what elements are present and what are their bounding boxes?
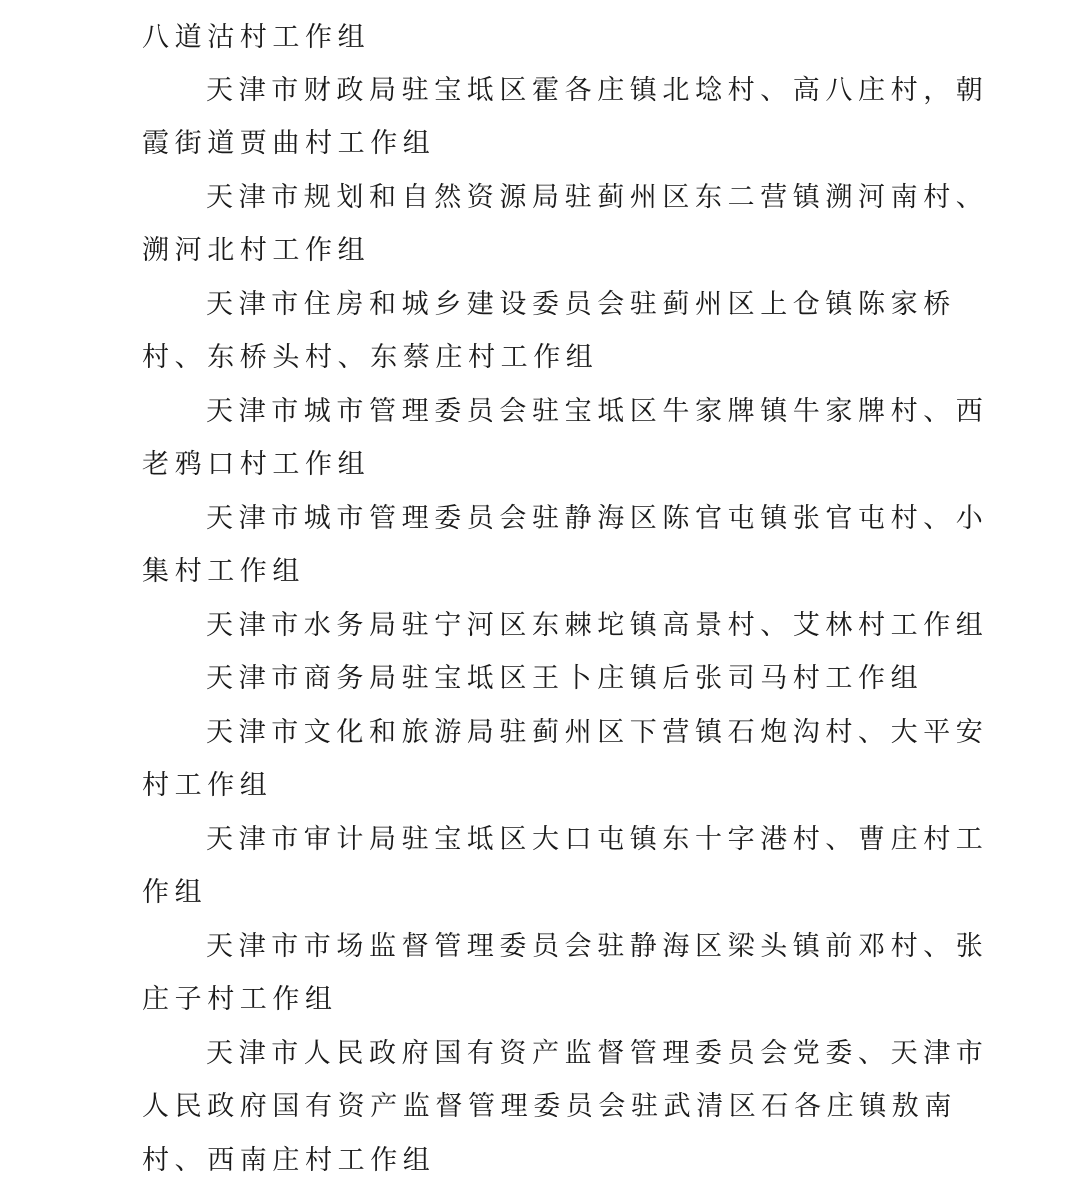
text-line: 村、西南庄村工作组 — [142, 1145, 436, 1176]
paragraph-line: 天津市水务局驻宁河区东棘坨镇高景村、艾林村工作组 — [206, 610, 989, 641]
text-line: 村、东桥头村、东蔡庄村工作组 — [142, 342, 599, 373]
text-line: 八道沽村工作组 — [142, 22, 371, 53]
paragraph-first-line: 天津市城市管理委员会驻静海区陈官屯镇张官屯村、小 — [206, 503, 989, 534]
paragraph-first-line: 天津市住房和城乡建设委员会驻蓟州区上仓镇陈家桥 — [206, 289, 956, 320]
text-line: 人民政府国有资产监督管理委员会驻武清区石各庄镇敖南 — [142, 1091, 957, 1122]
text-line: 霞街道贾曲村工作组 — [142, 128, 436, 159]
paragraph-first-line: 天津市审计局驻宝坻区大口屯镇东十字港村、曹庄村工 — [206, 824, 989, 855]
text-line: 庄子村工作组 — [142, 984, 338, 1015]
paragraph-first-line: 天津市规划和自然资源局驻蓟州区东二营镇溯河南村、 — [206, 182, 989, 213]
text-line: 村工作组 — [142, 770, 273, 801]
paragraph-line: 天津市商务局驻宝坻区王卜庄镇后张司马村工作组 — [206, 663, 924, 694]
text-line: 老鸦口村工作组 — [142, 449, 371, 480]
text-line: 作组 — [142, 877, 208, 908]
paragraph-first-line: 天津市财政局驻宝坻区霍各庄镇北埝村、高八庄村，朝 — [206, 75, 989, 106]
text-line: 溯河北村工作组 — [142, 235, 371, 266]
paragraph-first-line: 天津市人民政府国有资产监督管理委员会党委、天津市 — [206, 1038, 989, 1069]
paragraph-first-line: 天津市城市管理委员会驻宝坻区牛家牌镇牛家牌村、西 — [206, 396, 989, 427]
paragraph-first-line: 天津市市场监督管理委员会驻静海区梁头镇前邓村、张 — [206, 931, 989, 962]
paragraph-first-line: 天津市文化和旅游局驻蓟州区下营镇石炮沟村、大平安 — [206, 717, 989, 748]
text-line: 集村工作组 — [142, 556, 305, 587]
